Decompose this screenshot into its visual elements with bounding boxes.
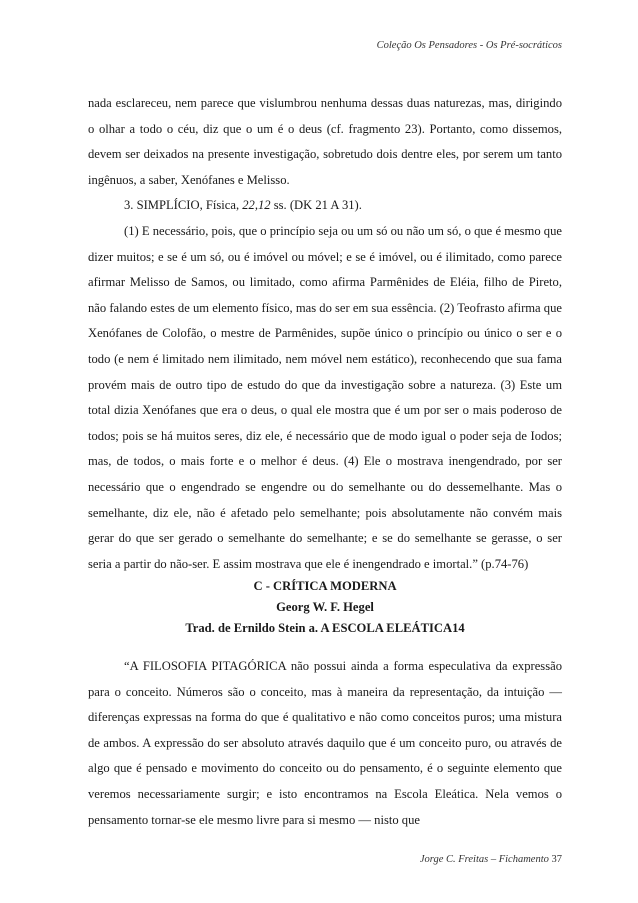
running-footer [420,854,562,865]
section-translation: Trad. de Ernildo Stein a. A ESCOLA ELEÁTICA14 [185,621,465,635]
citation-reference: 22,12 [242,198,271,213]
quote-paragraph: (1) E necessário, pois, que o princípio seja ou um só ou não um só, o que é mesmo que dizer muitos; e se é um só, ou é imóvel ou móvel; e se é imóvel, ou é ilimitado, como parece afirmar Melisso de Samos, ou limitado, como afirma Parmênides de Eléia, filho de Pireto, não falando estes de um elemento físico, mas do ser em sua essência. (2) Teofrasto afirma que Xenófanes de Colofão, o mestre de Parmênides, supõe único o princípio ou único o ser e o todo (e nem é limitado nem ilimitado, nem móvel nem estático), reconhecendo que sua fama provém mais de outro tipo de estudo do que da investigação sobre a natureza. (3) Este um total dizia Xenófanes que era o deus, o qual ele mostra que é um por ser o mais poderoso de todos; pois se há muitos seres, diz ele, é necessário que de modo igual o poder seja de Iodos; mas, de todos, o mais forte e o melhor é deus. (4) Ele o mostrava inengendrado, por ser necessário que o engendrado se engendre ou do semelhante ou do dessemelhante. Mas o semelhante, diz ele, não é afetado pelo semelhante; pois absolutamente não convém mais gerar do que ser gerado o semelhante do semelhante; e se do semelhante se gerasse, o ser seria a partir do não-ser. E assim mostrava que ele é inengendrado e imortal.” (p.74-76) [88,223,562,571]
citation-line [88,193,562,219]
section-heading-block [88,576,562,639]
citation-suffix: ss. (DK 21 A 31). [270,198,362,213]
second-text-block [88,654,562,833]
continuation-paragraph: nada esclareceu, nem parece que vislumbrou nenhuma dessas duas naturezas, mas, dirigindo o olhar a todo o céu, diz que o um é o deus (cf. fragmento 23). Portanto, como dissemos, devem ser deixados na presente investigação, sobretudo dois dentre eles, por serem um tanto ingênuos, a saber, Xenófanes e Melisso. [88,96,562,187]
section-title: C - CRÍTICA MODERNA [253,579,397,593]
main-text-block [88,91,562,577]
section-author: Georg W. F. Hegel [276,600,374,614]
footer-credit: Jorge C. Freitas – Fichamento [419,854,549,865]
running-header: Coleção Os Pensadores - Os Pré-socráticos [376,40,562,51]
hegel-paragraph: “A FILOSOFIA PITAGÓRICA não possui ainda a forma especulativa da expressão para o conceito. Números são o conceito, mas à maneira da representação, da intuição — diferenças expressas na forma do que é qualitativo e não como conceitos puros; uma mistura de ambos. A expressão do ser absoluto através daquilo que é um conceito puro, ou através de algo que é pensado e movimento do conceito ou do pensamento, é o seguinte elemento que veremos necessariamente surgir; e isto encontramos na Escola Eleática. Nela vemos o pensamento tornar-se ele mesmo livre para si mesmo — nisto que [88,659,562,827]
citation-prefix: 3. SIMPLÍCIO, Física, [124,198,243,213]
page-number: 37 [551,854,562,865]
